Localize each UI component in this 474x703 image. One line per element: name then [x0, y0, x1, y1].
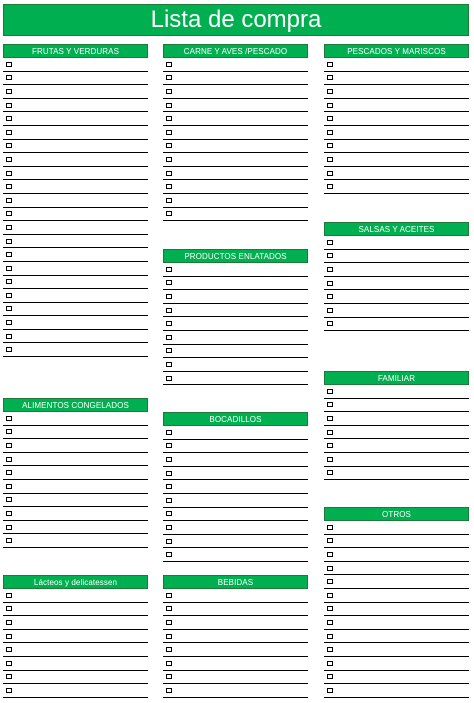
checkbox-icon[interactable] — [6, 661, 12, 666]
section-frutas-y-verduras — [3, 44, 148, 357]
checkbox-icon[interactable] — [6, 225, 12, 230]
checkbox-icon[interactable] — [166, 593, 172, 598]
checkbox-icon[interactable] — [6, 674, 12, 679]
checklist-row[interactable] — [163, 85, 308, 99]
checkbox-icon[interactable] — [327, 457, 333, 462]
checkbox-icon[interactable] — [6, 252, 12, 257]
checkbox-icon[interactable] — [327, 321, 333, 326]
checklist-row[interactable] — [163, 643, 308, 657]
checklist-row[interactable] — [163, 208, 308, 222]
checklist — [324, 236, 469, 331]
checklist-row[interactable] — [3, 276, 148, 290]
section-header — [3, 398, 148, 412]
checklist-row[interactable] — [163, 263, 308, 277]
checkbox-icon[interactable] — [166, 620, 172, 625]
checklist-row[interactable] — [3, 494, 148, 508]
checkbox-icon[interactable] — [166, 552, 172, 557]
checkbox-icon[interactable] — [6, 497, 12, 502]
checklist-row[interactable] — [324, 684, 469, 698]
section-title: SALSAS Y ACEITES — [358, 224, 435, 234]
checkbox-icon[interactable] — [6, 157, 12, 162]
checkbox-icon[interactable] — [166, 511, 172, 516]
section-title: FRUTAS Y VERDURAS — [31, 46, 120, 56]
checkbox-icon[interactable] — [166, 75, 172, 80]
checkbox-icon[interactable] — [327, 593, 333, 598]
checklist-row[interactable] — [324, 236, 469, 250]
checkbox-icon[interactable] — [6, 211, 12, 216]
checklist-row[interactable] — [163, 72, 308, 86]
checkbox-icon[interactable] — [327, 402, 333, 407]
checklist-row[interactable] — [163, 630, 308, 644]
checklist-row[interactable] — [3, 99, 148, 113]
checkbox-icon[interactable] — [327, 103, 333, 108]
checkbox-icon[interactable] — [6, 525, 12, 530]
checkbox-icon[interactable] — [166, 321, 172, 326]
checkbox-icon[interactable] — [6, 89, 12, 94]
checklist-row[interactable] — [324, 467, 469, 481]
checkbox-icon[interactable] — [6, 279, 12, 284]
checklist-row[interactable] — [3, 480, 148, 494]
checkbox-icon[interactable] — [166, 184, 172, 189]
checklist-row[interactable] — [3, 343, 148, 357]
checklist-row[interactable] — [163, 480, 308, 494]
checklist-row[interactable] — [163, 440, 308, 454]
checklist — [163, 589, 308, 698]
checkbox-icon[interactable] — [6, 416, 12, 421]
section-title: OTROS — [382, 509, 411, 519]
checklist-row[interactable] — [163, 494, 308, 508]
checkbox-icon[interactable] — [166, 267, 172, 272]
checklist-row[interactable] — [324, 643, 469, 657]
checkbox-icon[interactable] — [166, 62, 172, 67]
checklist-row[interactable] — [3, 167, 148, 181]
checklist-row[interactable] — [3, 439, 148, 453]
checklist-row[interactable] — [324, 304, 469, 318]
checkbox-icon[interactable] — [327, 75, 333, 80]
checklist — [3, 58, 148, 357]
checkbox-icon[interactable] — [166, 539, 172, 544]
checkbox-icon[interactable] — [6, 429, 12, 434]
checkbox-icon[interactable] — [327, 130, 333, 135]
checklist-row[interactable] — [324, 671, 469, 685]
checklist-row[interactable] — [163, 657, 308, 671]
page-title: Lista de compra — [150, 6, 322, 33]
checkbox-icon[interactable] — [6, 171, 12, 176]
checklist-row[interactable] — [163, 194, 308, 208]
checklist-row[interactable] — [324, 657, 469, 671]
checklist-row[interactable] — [324, 616, 469, 630]
checkbox-icon[interactable] — [166, 484, 172, 489]
checkbox-icon[interactable] — [327, 389, 333, 394]
checkbox-icon[interactable] — [166, 525, 172, 530]
checklist-row[interactable] — [163, 671, 308, 685]
checklist-row[interactable] — [163, 548, 308, 562]
checklist-row[interactable] — [3, 316, 148, 330]
section-salsas-y-aceites — [324, 222, 469, 331]
section-header — [163, 249, 308, 263]
checkbox-icon[interactable] — [327, 525, 333, 530]
checkbox-icon[interactable] — [166, 171, 172, 176]
checkbox-icon[interactable] — [6, 266, 12, 271]
section-header — [163, 44, 308, 58]
checkbox-icon[interactable] — [6, 688, 12, 693]
checklist-row[interactable] — [3, 466, 148, 480]
checklist-row[interactable] — [163, 126, 308, 140]
checklist-row[interactable] — [3, 521, 148, 535]
checklist-row[interactable] — [324, 277, 469, 291]
section-familiar — [324, 371, 469, 480]
checkbox-icon[interactable] — [327, 661, 333, 666]
checklist-row[interactable] — [3, 630, 148, 644]
checkbox-icon[interactable] — [166, 634, 172, 639]
checkbox-icon[interactable] — [166, 308, 172, 313]
checklist-row[interactable] — [324, 535, 469, 549]
section-title: Lácteos y delicatessen — [33, 577, 118, 587]
checkbox-icon[interactable] — [6, 334, 12, 339]
checklist-row[interactable] — [3, 671, 148, 685]
checkbox-icon[interactable] — [6, 239, 12, 244]
checklist-row[interactable] — [3, 58, 148, 72]
checkbox-icon[interactable] — [327, 647, 333, 652]
section-bocadillos — [163, 412, 308, 562]
checklist-row[interactable] — [3, 180, 148, 194]
checkbox-icon[interactable] — [166, 647, 172, 652]
checkbox-icon[interactable] — [6, 538, 12, 543]
checkbox-icon[interactable] — [166, 157, 172, 162]
checkbox-icon[interactable] — [327, 143, 333, 148]
checkbox-icon[interactable] — [327, 470, 333, 475]
checkbox-icon[interactable] — [166, 457, 172, 462]
checkbox-icon[interactable] — [166, 335, 172, 340]
checkbox-icon[interactable] — [166, 661, 172, 666]
section-title: BEBIDAS — [217, 577, 254, 587]
checklist-row[interactable] — [324, 589, 469, 603]
checklist-row[interactable] — [3, 426, 148, 440]
checkbox-icon[interactable] — [327, 116, 333, 121]
checkbox-icon[interactable] — [6, 484, 12, 489]
checklist-row[interactable] — [324, 290, 469, 304]
checklist-row[interactable] — [3, 235, 148, 249]
checkbox-icon[interactable] — [327, 62, 333, 67]
checkbox-icon[interactable] — [327, 308, 333, 313]
checkbox-icon[interactable] — [166, 430, 172, 435]
checklist-row[interactable] — [3, 303, 148, 317]
checkbox-icon[interactable] — [6, 347, 12, 352]
checklist-row[interactable] — [324, 426, 469, 440]
checklist-row[interactable] — [163, 426, 308, 440]
checkbox-icon[interactable] — [327, 688, 333, 693]
checklist-row[interactable] — [3, 208, 148, 222]
checklist-row[interactable] — [324, 385, 469, 399]
checklist-row[interactable] — [324, 453, 469, 467]
section-header — [163, 412, 308, 426]
checklist-row[interactable] — [3, 140, 148, 154]
checklist-row[interactable] — [3, 248, 148, 262]
checklist-row[interactable] — [324, 630, 469, 644]
checklist-row[interactable] — [324, 58, 469, 72]
checkbox-icon[interactable] — [6, 443, 12, 448]
checkbox-icon[interactable] — [166, 606, 172, 611]
section-otros — [324, 507, 469, 698]
checklist — [163, 426, 308, 562]
section-title: FAMILIAR — [377, 373, 416, 383]
checkbox-icon[interactable] — [327, 430, 333, 435]
section-productos-enlatados — [163, 249, 308, 385]
checklist-row[interactable] — [163, 535, 308, 549]
checklist-row[interactable] — [163, 167, 308, 181]
checklist-row[interactable] — [163, 58, 308, 72]
checklist-row[interactable] — [324, 126, 469, 140]
checklist-row[interactable] — [163, 358, 308, 372]
checkbox-icon[interactable] — [327, 606, 333, 611]
checkbox-icon[interactable] — [327, 253, 333, 258]
checklist-row[interactable] — [163, 112, 308, 126]
checkbox-icon[interactable] — [166, 143, 172, 148]
checklist-row[interactable] — [3, 126, 148, 140]
checklist-row[interactable] — [3, 589, 148, 603]
checklist-row[interactable] — [324, 575, 469, 589]
checklist-row[interactable] — [163, 453, 308, 467]
checklist-row[interactable] — [163, 684, 308, 698]
checklist-row[interactable] — [324, 167, 469, 181]
checklist-row[interactable] — [3, 657, 148, 671]
checkbox-icon[interactable] — [6, 606, 12, 611]
checklist-row[interactable] — [3, 85, 148, 99]
checklist-row[interactable] — [324, 318, 469, 332]
checkbox-icon[interactable] — [166, 348, 172, 353]
section-alimentos-congelados — [3, 398, 148, 548]
checkbox-icon[interactable] — [327, 281, 333, 286]
checklist-row[interactable] — [3, 643, 148, 657]
checklist-row[interactable] — [163, 290, 308, 304]
checklist-row[interactable] — [163, 153, 308, 167]
checklist-row[interactable] — [3, 330, 148, 344]
section-header — [3, 44, 148, 58]
checklist-row[interactable] — [163, 521, 308, 535]
section-header — [324, 222, 469, 236]
checklist-row[interactable] — [163, 603, 308, 617]
section-header — [324, 371, 469, 385]
checklist-row[interactable] — [324, 263, 469, 277]
checkbox-icon[interactable] — [166, 294, 172, 299]
checkbox-icon[interactable] — [6, 320, 12, 325]
checkbox-icon[interactable] — [6, 306, 12, 311]
checkbox-icon[interactable] — [166, 674, 172, 679]
checklist-row[interactable] — [324, 250, 469, 264]
checklist — [3, 412, 148, 548]
checkbox-icon[interactable] — [6, 293, 12, 298]
checkbox-icon[interactable] — [166, 280, 172, 285]
checkbox-icon[interactable] — [166, 498, 172, 503]
checkbox-icon[interactable] — [166, 211, 172, 216]
checklist-row[interactable] — [3, 72, 148, 86]
checkbox-icon[interactable] — [166, 362, 172, 367]
checkbox-icon[interactable] — [6, 130, 12, 135]
checkbox-icon[interactable] — [327, 294, 333, 299]
checklist-row[interactable] — [3, 194, 148, 208]
checkbox-icon[interactable] — [327, 89, 333, 94]
checklist-row[interactable] — [324, 140, 469, 154]
checklist-row[interactable] — [324, 153, 469, 167]
checklist-row[interactable] — [3, 453, 148, 467]
checkbox-icon[interactable] — [327, 538, 333, 543]
section-pescados-y-mariscos — [324, 44, 469, 194]
checkbox-icon[interactable] — [166, 198, 172, 203]
checklist-row[interactable] — [3, 262, 148, 276]
section-title: BOCADILLOS — [209, 414, 262, 424]
checklist-row[interactable] — [324, 180, 469, 194]
checklist-row[interactable] — [324, 412, 469, 426]
checklist-row[interactable] — [163, 345, 308, 359]
section-title: PESCADOS Y MARISCOS — [347, 46, 446, 56]
checklist-row[interactable] — [163, 616, 308, 630]
checklist-row[interactable] — [3, 534, 148, 548]
checkbox-icon[interactable] — [6, 593, 12, 598]
checklist-row[interactable] — [3, 153, 148, 167]
checkbox-icon[interactable] — [327, 416, 333, 421]
checklist-row[interactable] — [163, 180, 308, 194]
checkbox-icon[interactable] — [166, 471, 172, 476]
checklist-row[interactable] — [324, 399, 469, 413]
checklist — [163, 263, 308, 385]
checklist-row[interactable] — [3, 616, 148, 630]
checkbox-icon[interactable] — [6, 634, 12, 639]
checklist-row[interactable] — [324, 439, 469, 453]
checklist-row[interactable] — [3, 412, 148, 426]
checklist-row[interactable] — [324, 99, 469, 113]
checkbox-icon[interactable] — [6, 184, 12, 189]
page-title-bar — [3, 4, 469, 36]
section-carne-y-aves-pescado — [163, 44, 308, 221]
checkbox-icon[interactable] — [327, 579, 333, 584]
checklist-row[interactable] — [163, 508, 308, 522]
checkbox-icon[interactable] — [327, 240, 333, 245]
checkbox-icon[interactable] — [166, 688, 172, 693]
checkbox-icon[interactable] — [166, 89, 172, 94]
checklist-row[interactable] — [3, 507, 148, 521]
checkbox-icon[interactable] — [327, 157, 333, 162]
checklist-row[interactable] — [163, 140, 308, 154]
checkbox-icon[interactable] — [327, 171, 333, 176]
section-bebidas — [163, 575, 308, 698]
checklist-row[interactable] — [324, 112, 469, 126]
checkbox-icon[interactable] — [327, 634, 333, 639]
checkbox-icon[interactable] — [166, 443, 172, 448]
checklist — [324, 385, 469, 480]
checklist-row[interactable] — [3, 221, 148, 235]
checkbox-icon[interactable] — [6, 103, 12, 108]
checklist-row[interactable] — [163, 317, 308, 331]
checklist-row[interactable] — [3, 603, 148, 617]
section-header — [324, 44, 469, 58]
checkbox-icon[interactable] — [327, 443, 333, 448]
checkbox-icon[interactable] — [166, 130, 172, 135]
checkbox-icon[interactable] — [6, 511, 12, 516]
section-header — [163, 575, 308, 589]
checklist — [3, 589, 148, 698]
checkbox-icon[interactable] — [6, 198, 12, 203]
checkbox-icon[interactable] — [6, 470, 12, 475]
checklist — [163, 58, 308, 221]
checkbox-icon[interactable] — [327, 674, 333, 679]
checklist-row[interactable] — [3, 684, 148, 698]
checkbox-icon[interactable] — [327, 267, 333, 272]
checkbox-icon[interactable] — [166, 103, 172, 108]
checklist-row[interactable] — [324, 85, 469, 99]
checkbox-icon[interactable] — [6, 116, 12, 121]
section-title: ALIMENTOS CONGELADOS — [22, 400, 129, 410]
section-lacteos-y-delicatessen — [3, 575, 148, 698]
checkbox-icon[interactable] — [327, 184, 333, 189]
checklist-row[interactable] — [324, 603, 469, 617]
checklist — [324, 58, 469, 194]
checklist-row[interactable] — [163, 589, 308, 603]
checkbox-icon[interactable] — [327, 566, 333, 571]
section-title: CARNE Y AVES /PESCADO — [183, 46, 288, 56]
checklist-row[interactable] — [324, 548, 469, 562]
checkbox-icon[interactable] — [6, 75, 12, 80]
checkbox-icon[interactable] — [6, 457, 12, 462]
checkbox-icon[interactable] — [327, 552, 333, 557]
checkbox-icon[interactable] — [6, 647, 12, 652]
checklist — [324, 521, 469, 698]
checklist-row[interactable] — [163, 304, 308, 318]
checklist-row[interactable] — [163, 467, 308, 481]
checklist-row[interactable] — [3, 289, 148, 303]
checkbox-icon[interactable] — [327, 620, 333, 625]
checklist-row[interactable] — [163, 277, 308, 291]
checkbox-icon[interactable] — [6, 620, 12, 625]
checklist-row[interactable] — [163, 372, 308, 386]
checklist-row[interactable] — [163, 99, 308, 113]
checkbox-icon[interactable] — [166, 376, 172, 381]
section-title: PRODUCTOS ENLATADOS — [184, 251, 287, 261]
checkbox-icon[interactable] — [6, 62, 12, 67]
checklist-row[interactable] — [324, 521, 469, 535]
checkbox-icon[interactable] — [166, 116, 172, 121]
checklist-row[interactable] — [3, 112, 148, 126]
checklist-row[interactable] — [324, 562, 469, 576]
section-header — [324, 507, 469, 521]
section-header — [3, 575, 148, 589]
checklist-row[interactable] — [324, 72, 469, 86]
checklist-row[interactable] — [163, 331, 308, 345]
checkbox-icon[interactable] — [6, 143, 12, 148]
